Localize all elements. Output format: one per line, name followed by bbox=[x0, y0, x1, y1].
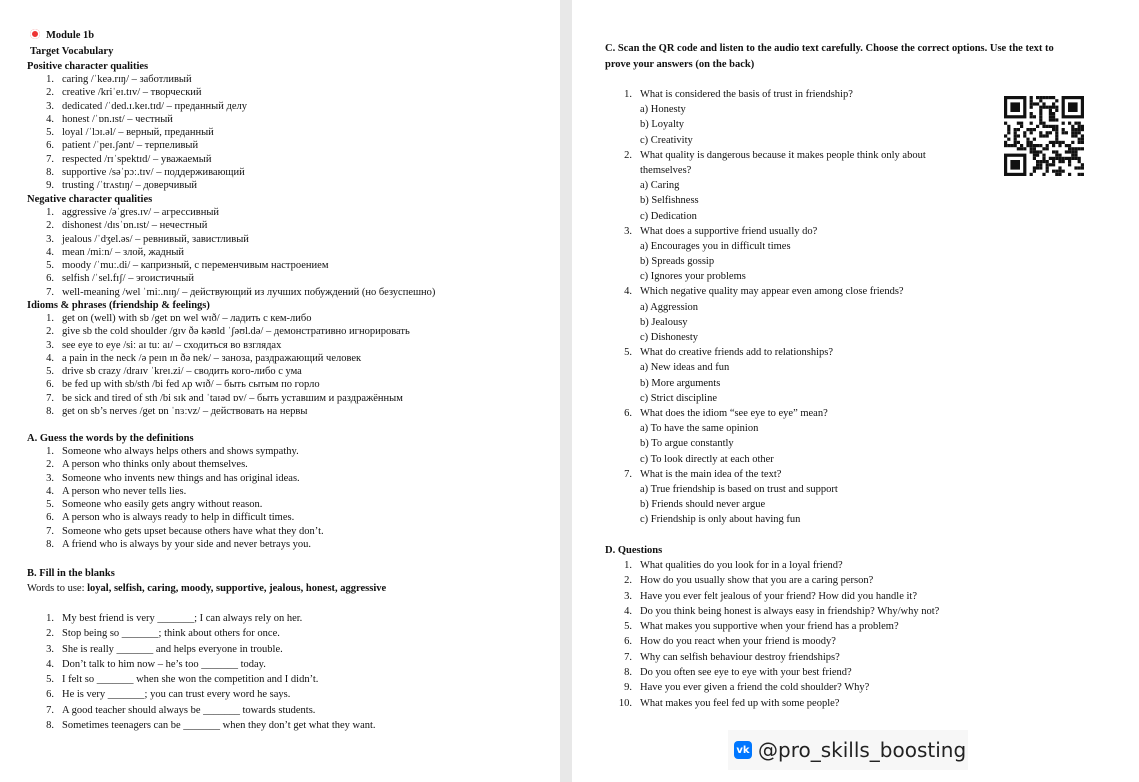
list-text: What makes you supportive when your friend has a problem? bbox=[640, 621, 899, 633]
list-text: Why can selfish behaviour destroy friendships? bbox=[640, 651, 840, 663]
list-text: Don’t talk to him now – he’s too _______ today. bbox=[62, 658, 266, 670]
list-number: 6. bbox=[624, 636, 632, 648]
list-number: 6. bbox=[46, 379, 54, 391]
negative-list bbox=[28, 206, 548, 299]
list-text: be fed up with sb/sth /bi fed ʌp wɪð/ – быть сытым по горло bbox=[62, 379, 320, 391]
list-text: My best friend is very _______; I can always rely on her. bbox=[62, 613, 303, 624]
question-text: themselves? bbox=[640, 164, 692, 176]
list-number: 5. bbox=[46, 499, 54, 511]
list-number: 3. bbox=[46, 100, 54, 112]
banner-handle: @pro_skills_boosting bbox=[758, 738, 967, 762]
fill-blank-item bbox=[28, 642, 548, 657]
idiom-item bbox=[28, 405, 548, 418]
section-d-list bbox=[606, 558, 1126, 711]
definition-item bbox=[28, 511, 548, 524]
question-item bbox=[606, 589, 1126, 604]
answer-option[interactable]: c) Strict discipline bbox=[640, 392, 717, 404]
fill-blank-item bbox=[28, 626, 548, 641]
module-title: Module 1b bbox=[30, 29, 94, 42]
list-number: 9. bbox=[46, 180, 54, 192]
answer-option[interactable]: c) To look directly at each other bbox=[640, 453, 774, 465]
vocab-item bbox=[28, 272, 548, 285]
qr-code-icon bbox=[1004, 96, 1084, 176]
list-number: 4. bbox=[624, 605, 632, 617]
list-text: Someone who invents new things and has original ideas. bbox=[62, 472, 300, 484]
answer-option[interactable]: b) Spreads gossip bbox=[640, 256, 715, 268]
vocab-item bbox=[28, 126, 548, 139]
question-text: What do creative friends add to relationships? bbox=[640, 347, 834, 359]
list-text: Do you think being honest is always easy in friendship? Why/why not? bbox=[640, 605, 940, 617]
list-text: trusting /ˈtrʌstɪŋ/ – доверчивый bbox=[62, 180, 197, 192]
idiom-item bbox=[28, 352, 548, 365]
fill-blank-item bbox=[28, 657, 548, 672]
section-d-heading: D. Questions bbox=[605, 545, 663, 556]
question-text: What does the idiom “see eye to eye” mean? bbox=[640, 407, 828, 419]
question-text: What does a supportive friend usually do? bbox=[640, 225, 818, 237]
answer-option[interactable]: c) Friendship is only about having fun bbox=[640, 514, 801, 526]
list-number: 7. bbox=[46, 392, 54, 404]
list-text: What makes you feel fed up with some people? bbox=[640, 697, 840, 709]
list-text: get on (well) with sb /get ɒn wel wɪð/ – ладить с кем-либо bbox=[62, 313, 312, 324]
question-number: 1. bbox=[624, 89, 632, 100]
question-item bbox=[606, 680, 1126, 695]
question-text: Which negative quality may appear even among close friends? bbox=[640, 286, 904, 298]
list-text: supportive /səˈpɔː.tɪv/ – поддерживающий bbox=[62, 167, 245, 179]
list-number: 8. bbox=[46, 406, 54, 418]
answer-option[interactable]: b) Selfishness bbox=[640, 195, 699, 207]
vocab-item bbox=[28, 233, 548, 246]
question-item bbox=[606, 650, 1126, 665]
list-text: drive sb crazy /draɪv ˈkreɪ.zi/ – сводить кого-либо с ума bbox=[62, 366, 302, 378]
list-number: 4. bbox=[46, 113, 54, 125]
answer-option[interactable]: c) Dishonesty bbox=[640, 332, 699, 343]
idioms-heading: Idioms & phrases (friendship & feelings) bbox=[27, 300, 210, 311]
answer-option[interactable]: b) Friends should never argue bbox=[640, 499, 766, 511]
list-number: 8. bbox=[46, 167, 54, 179]
list-number: 2. bbox=[624, 575, 632, 587]
list-text: A person who is always ready to help in difficult times. bbox=[62, 512, 295, 524]
definition-item bbox=[28, 498, 548, 511]
definition-item bbox=[28, 485, 548, 498]
list-text: Someone who always helps others and shows sympathy. bbox=[62, 446, 299, 457]
list-text: jealous /ˈdʒel.əs/ – ревнивый, завистливый bbox=[62, 233, 249, 245]
list-number: 2. bbox=[46, 87, 54, 99]
list-text: What qualities do you look for in a loyal friend? bbox=[640, 560, 843, 571]
list-number: 1. bbox=[46, 613, 54, 624]
list-number: 5. bbox=[46, 127, 54, 139]
question-number: 7. bbox=[624, 468, 632, 480]
list-number: 1. bbox=[624, 560, 632, 571]
idiom-item bbox=[28, 365, 548, 378]
list-text: give sb the cold shoulder /gɪv ðə kəʊld ˈʃəʊl.də/ – демонстративно игнорировать bbox=[62, 326, 410, 338]
list-number: 8. bbox=[46, 539, 54, 551]
list-text: She is really _______ and helps everyone in trouble. bbox=[62, 643, 283, 655]
list-number: 9. bbox=[624, 682, 632, 694]
quiz-question bbox=[606, 406, 1046, 467]
list-text: Stop being so _______; think about others for once. bbox=[62, 628, 280, 640]
list-text: dishonest /dɪsˈɒn.ɪst/ – нечестный bbox=[62, 220, 208, 232]
list-text: I felt so _______ when she won the competition and I didn’t. bbox=[62, 674, 319, 686]
list-number: 8. bbox=[46, 720, 54, 732]
list-number: 2. bbox=[46, 459, 54, 471]
answer-option[interactable]: a) True friendship is based on trust and support bbox=[640, 483, 838, 495]
list-text: loyal /ˈlɔɪ.əl/ – верный, преданный bbox=[62, 127, 214, 139]
list-number: 3. bbox=[46, 339, 54, 351]
vocab-item bbox=[28, 100, 548, 113]
definition-item bbox=[28, 538, 548, 551]
negative-heading: Negative character qualities bbox=[27, 194, 153, 205]
idiom-item bbox=[28, 312, 548, 325]
list-text: patient /ˈpeɪ.ʃənt/ – терпеливый bbox=[62, 140, 199, 152]
list-text: dedicated /ˈded.ɪ.keɪ.tɪd/ – преданный делу bbox=[62, 100, 247, 112]
vocab-item bbox=[28, 246, 548, 259]
answer-option[interactable]: a) To have the same opinion bbox=[640, 423, 759, 435]
positive-list bbox=[28, 73, 548, 193]
fill-blank-item bbox=[28, 611, 548, 626]
list-text: Have you ever given a friend the cold shoulder? Why? bbox=[640, 682, 870, 694]
list-number: 5. bbox=[46, 674, 54, 686]
list-text: A person who thinks only about themselves. bbox=[62, 459, 248, 471]
list-number: 6. bbox=[46, 140, 54, 152]
list-text: How do you react when your friend is moody? bbox=[640, 636, 836, 648]
list-number: 1. bbox=[46, 313, 54, 324]
page-gutter bbox=[560, 0, 572, 782]
question-number: 3. bbox=[624, 225, 632, 237]
words-to-use: Words to use: loyal, selfish, caring, moody, supportive, jealous, honest, aggressive bbox=[27, 583, 387, 594]
list-number: 7. bbox=[46, 704, 54, 716]
definition-item bbox=[28, 445, 548, 458]
section-c-list bbox=[606, 87, 1046, 527]
idiom-item bbox=[28, 392, 548, 405]
question-number: 5. bbox=[624, 347, 632, 359]
list-text: a pain in the neck /ə peɪn ɪn ðə nek/ – заноза, раздражающий человек bbox=[62, 352, 362, 364]
list-number: 2. bbox=[46, 326, 54, 338]
definition-item bbox=[28, 458, 548, 471]
target-icon bbox=[30, 29, 40, 39]
quiz-question bbox=[606, 467, 1046, 528]
answer-option[interactable]: b) Loyalty bbox=[640, 119, 685, 131]
list-number: 3. bbox=[46, 233, 54, 245]
list-number: 2. bbox=[46, 220, 54, 232]
vocab-item bbox=[28, 86, 548, 99]
list-number: 1. bbox=[46, 207, 54, 218]
qr-code[interactable] bbox=[1004, 96, 1084, 176]
list-number: 7. bbox=[46, 286, 54, 298]
quiz-question bbox=[606, 148, 1046, 224]
vocab-item bbox=[28, 206, 548, 219]
list-text: How do you usually show that you are a caring person? bbox=[640, 575, 874, 587]
list-text: creative /kriˈeɪ.tɪv/ – творческий bbox=[62, 87, 202, 99]
fill-blank-item bbox=[28, 687, 548, 702]
section-b-list bbox=[28, 611, 548, 733]
list-number: 4. bbox=[46, 246, 54, 258]
list-number: 1. bbox=[46, 74, 54, 85]
vocab-item bbox=[28, 73, 548, 86]
list-text: Sometimes teenagers can be _______ when they don’t get what they want. bbox=[62, 720, 376, 732]
list-text: A person who never tells lies. bbox=[62, 485, 187, 497]
answer-option[interactable]: a) Caring bbox=[640, 180, 680, 192]
answer-option[interactable]: c) Dedication bbox=[640, 210, 697, 222]
list-number: 8. bbox=[624, 667, 632, 679]
list-text: see eye to eye /siː aɪ tuː aɪ/ – сходиться во взглядах bbox=[62, 339, 282, 351]
list-text: be sick and tired of sth /bi sɪk ənd ˈtaɪəd ɒv/ – быть уставшим и раздражённым bbox=[62, 392, 403, 404]
answer-option[interactable]: a) Aggression bbox=[640, 301, 699, 313]
list-text: He is very _______; you can trust every word he says. bbox=[62, 689, 291, 701]
fill-blank-item bbox=[28, 703, 548, 718]
question-text: What is considered the basis of trust in friendship? bbox=[640, 89, 853, 100]
fill-blank-item bbox=[28, 718, 548, 733]
list-text: Someone who gets upset because others have what they don’t. bbox=[62, 525, 324, 537]
definition-item bbox=[28, 525, 548, 538]
list-text: aggressive /əˈgres.ɪv/ – агрессивный bbox=[62, 207, 220, 218]
list-text: honest /ˈɒn.ɪst/ – честный bbox=[62, 113, 173, 125]
vk-logo-icon: vk bbox=[734, 741, 752, 759]
definition-item bbox=[28, 472, 548, 485]
list-number: 3. bbox=[624, 590, 632, 602]
section-c-heading: C. Scan the QR code and listen to the audio text carefully. Choose the correct options. Use the text to prove your answers (on the back) bbox=[605, 43, 1054, 71]
question-item bbox=[606, 696, 1126, 711]
vocab-item bbox=[28, 113, 548, 126]
subtitle: Target Vocabulary bbox=[30, 46, 114, 57]
section-a-heading: A. Guess the words by the definitions bbox=[27, 433, 194, 444]
list-number: 5. bbox=[46, 260, 54, 272]
list-number: 10. bbox=[618, 697, 632, 709]
question-item bbox=[606, 604, 1126, 619]
answer-option[interactable]: c) Ignores your problems bbox=[640, 271, 746, 283]
vocab-item bbox=[28, 286, 548, 299]
vocab-item bbox=[28, 259, 548, 272]
list-number: 6. bbox=[46, 512, 54, 524]
list-number: 4. bbox=[46, 485, 54, 497]
list-number: 4. bbox=[46, 658, 54, 670]
section-a-list bbox=[28, 445, 548, 551]
quiz-question bbox=[606, 224, 1046, 285]
answer-option[interactable]: a) New ideas and fun bbox=[640, 362, 730, 374]
vocab-item bbox=[28, 179, 548, 192]
vocab-item bbox=[28, 166, 548, 179]
answer-option[interactable]: a) Honesty bbox=[640, 104, 686, 116]
list-number: 7. bbox=[46, 153, 54, 165]
vocab-item bbox=[28, 139, 548, 152]
answer-option[interactable]: b) To argue constantly bbox=[640, 438, 734, 450]
list-number: 6. bbox=[46, 273, 54, 285]
list-number: 3. bbox=[46, 472, 54, 484]
idiom-item bbox=[28, 339, 548, 352]
idiom-item bbox=[28, 325, 548, 338]
question-item bbox=[606, 634, 1126, 649]
list-text: mean /miːn/ – злой, жадный bbox=[62, 246, 185, 258]
list-text: Someone who easily gets angry without reason. bbox=[62, 499, 263, 511]
question-item bbox=[606, 573, 1126, 588]
quiz-question bbox=[606, 345, 1046, 406]
list-number: 5. bbox=[46, 366, 54, 378]
answer-option[interactable]: b) More arguments bbox=[640, 377, 721, 389]
list-text: get on sb’s nerves /get ɒn ˈnɜːvz/ – действовать на нервы bbox=[62, 406, 308, 418]
section-b-heading: B. Fill in the blanks bbox=[27, 568, 115, 579]
list-number: 7. bbox=[46, 525, 54, 537]
right-page bbox=[572, 0, 1139, 782]
list-text: moody /ˈmuː.di/ – капризный, с переменчивым настроением bbox=[62, 260, 329, 272]
question-text: What quality is dangerous because it makes people think only about bbox=[640, 149, 926, 161]
question-number: 4. bbox=[624, 286, 632, 298]
question-item bbox=[606, 619, 1126, 634]
question-number: 6. bbox=[624, 407, 632, 419]
list-text: caring /ˈkeə.rɪŋ/ – заботливый bbox=[62, 74, 192, 85]
question-text: What is the main idea of the text? bbox=[640, 468, 782, 480]
list-number: 4. bbox=[46, 352, 54, 364]
list-text: selfish /ˈsel.fɪʃ/ – эгоистичный bbox=[62, 273, 194, 285]
list-text: A friend who is always by your side and never betrays you. bbox=[62, 539, 312, 551]
quiz-question bbox=[606, 87, 1046, 148]
list-number: 5. bbox=[624, 621, 632, 633]
vocab-item bbox=[28, 153, 548, 166]
idiom-item bbox=[28, 378, 548, 391]
idioms-list bbox=[28, 312, 548, 418]
quiz-question bbox=[606, 284, 1046, 345]
question-item bbox=[606, 665, 1126, 680]
answer-option[interactable]: a) Encourages you in difficult times bbox=[640, 240, 791, 252]
answer-option[interactable]: c) Creativity bbox=[640, 134, 693, 146]
question-item bbox=[606, 558, 1126, 573]
list-text: Have you ever felt jealous of your friend? How did you handle it? bbox=[640, 590, 917, 602]
left-page bbox=[0, 0, 560, 782]
fill-blank-item bbox=[28, 672, 548, 687]
list-text: respected /rɪˈspektɪd/ – уважаемый bbox=[62, 153, 212, 165]
answer-option[interactable]: b) Jealousy bbox=[640, 316, 688, 328]
positive-heading: Positive character qualities bbox=[27, 61, 149, 72]
list-number: 3. bbox=[46, 643, 54, 655]
list-text: well-meaning /wel ˈmiː.nɪŋ/ – действующий из лучших побуждений (но безуспешно) bbox=[62, 286, 436, 298]
question-number: 2. bbox=[624, 149, 632, 161]
list-text: Do you often see eye to eye with your best friend? bbox=[640, 667, 852, 679]
list-number: 2. bbox=[46, 628, 54, 640]
list-number: 6. bbox=[46, 689, 54, 701]
social-banner[interactable] bbox=[728, 730, 968, 770]
list-text: A good teacher should always be _______ towards students. bbox=[62, 704, 316, 716]
list-number: 1. bbox=[46, 446, 54, 457]
vocab-item bbox=[28, 219, 548, 232]
list-number: 7. bbox=[624, 651, 632, 663]
